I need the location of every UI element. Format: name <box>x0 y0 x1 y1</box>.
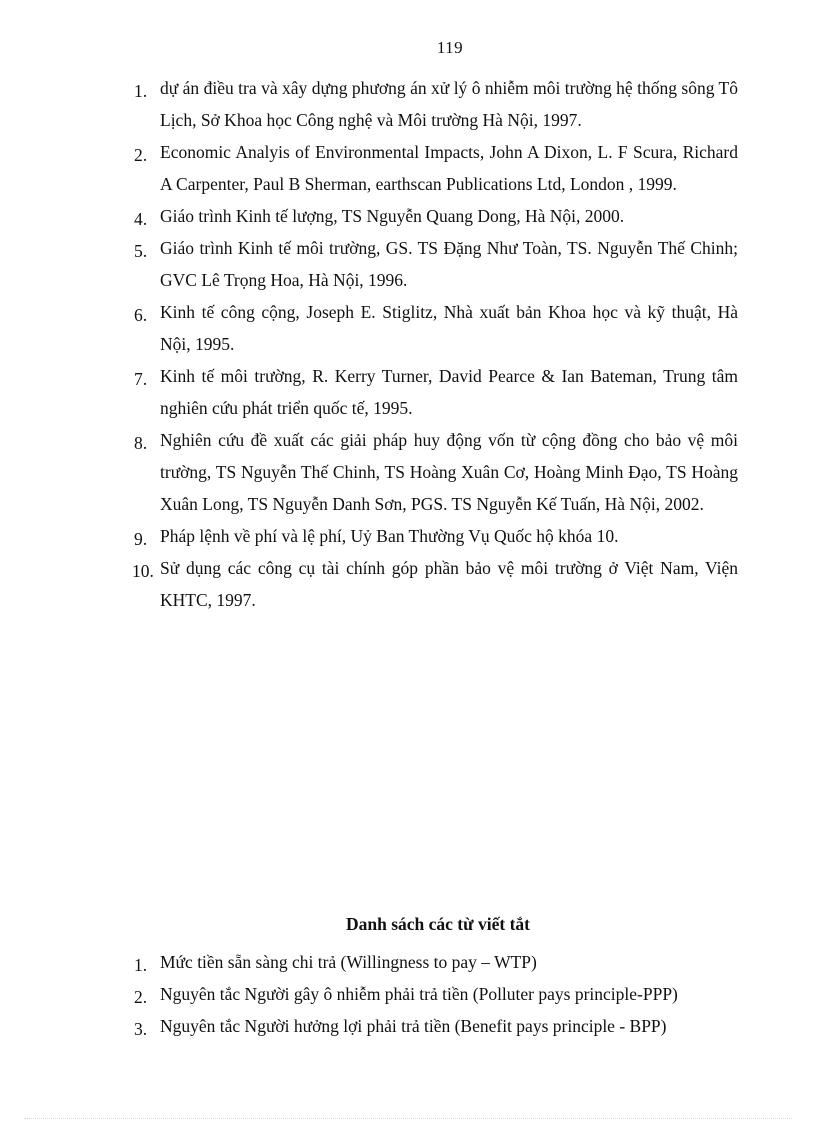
list-item <box>0 424 738 520</box>
list-item <box>0 946 738 978</box>
list-item <box>0 232 738 296</box>
page-bottom-divider <box>24 1118 792 1119</box>
item-number: 2. <box>134 145 148 165</box>
item-text: Kinh tế môi trường, R. Kerry Turner, David Pearce & Ian Bateman, Trung tâm nghiên cứu phát triển quốc tế, 1995. <box>160 366 738 418</box>
item-text: Giáo trình Kinh tế lượng, TS Nguyễn Quang Dong, Hà Nội, 2000. <box>160 206 625 226</box>
item-number: 3. <box>134 1019 148 1039</box>
item-number: 4. <box>134 209 148 229</box>
item-text: Kinh tế công cộng, Joseph E. Stiglitz, Nhà xuất bản Khoa học và kỹ thuật, Hà Nội, 1995. <box>160 302 738 354</box>
item-number: 5. <box>134 241 148 261</box>
abbreviations-title: Danh sách các từ viết tắt <box>345 914 530 934</box>
abbreviation-list <box>0 946 816 1042</box>
item-text: dự án điều tra và xây dựng phương án xử lý ô nhiễm môi trường hệ thống sông Tô Lịch, Sở Khoa học Công nghệ và Môi trường Hà Nội, 1997. <box>160 78 738 130</box>
item-number: 8. <box>134 433 148 453</box>
item-number: 10. <box>132 561 154 581</box>
item-text: Economic Analyis of Environmental Impacts, John A Dixon, L. F Scura, Richard A Carpenter, Paul B Sherman, earthscan Publications Ltd, London , 1999. <box>160 142 738 194</box>
item-number: 2. <box>134 987 148 1007</box>
item-text: Nguyên tắc Người hưởng lợi phải trả tiền (Benefit pays principle - BPP) <box>160 1016 667 1036</box>
list-item <box>0 1010 738 1042</box>
reference-list <box>0 72 816 616</box>
list-item <box>0 520 738 552</box>
list-item <box>0 360 738 424</box>
item-number: 6. <box>134 305 148 325</box>
list-item <box>0 72 738 136</box>
item-text: Nghiên cứu đề xuất các giải pháp huy động vốn từ cộng đồng cho bảo vệ môi trường, TS Nguyễn Thế Chinh, TS Hoàng Xuân Cơ, Hoàng Minh Đạo, TS Hoàng Xuân Long, TS Nguyễn Danh Sơn, PGS. TS Nguyễn Kế Tuấn, Hà Nội, 2002. <box>160 430 738 514</box>
list-item <box>0 200 738 232</box>
page-number: 119 <box>436 38 464 57</box>
list-item <box>0 136 738 200</box>
item-number: 1. <box>134 81 148 101</box>
item-number: 9. <box>134 529 148 549</box>
list-item <box>0 552 738 616</box>
item-text: Nguyên tắc Người gây ô nhiễm phải trả tiền (Polluter pays principle-PPP) <box>160 984 678 1004</box>
item-text: Giáo trình Kinh tế môi trường, GS. TS Đặng Như Toàn, TS. Nguyễn Thế Chinh; GVC Lê Trọng Hoa, Hà Nội, 1996. <box>160 238 738 290</box>
list-item <box>0 296 738 360</box>
item-number: 7. <box>134 369 148 389</box>
list-item <box>0 978 738 1010</box>
item-text: Pháp lệnh về phí và lệ phí, Uỷ Ban Thường Vụ Quốc hộ khóa 10. <box>160 526 619 546</box>
item-text: Sử dụng các công cụ tài chính góp phần bảo vệ môi trường ở Việt Nam, Viện KHTC, 1997. <box>160 558 738 610</box>
item-number: 1. <box>134 955 148 975</box>
item-text: Mức tiền sẵn sàng chi trả (Willingness to pay – WTP) <box>160 952 537 972</box>
